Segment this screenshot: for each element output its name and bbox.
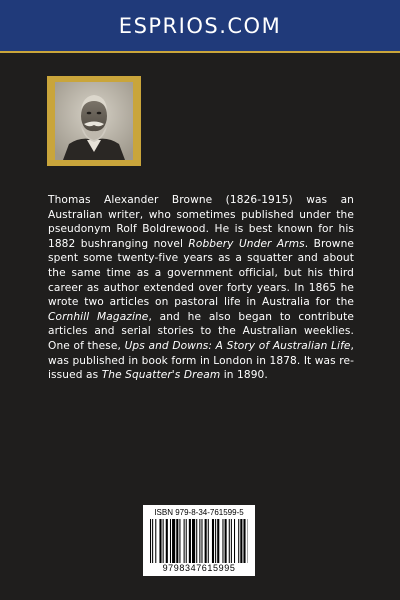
barcode-bar	[184, 519, 185, 563]
barcode-bar	[229, 519, 230, 563]
barcode-box	[143, 505, 255, 576]
barcode-bar	[163, 519, 164, 563]
portrait-frame	[47, 76, 141, 166]
barcode-bar	[238, 519, 239, 563]
barcode-bar	[192, 519, 195, 563]
barcode-bar	[222, 519, 223, 563]
barcode-bars	[150, 519, 248, 563]
barcode-bar	[199, 519, 200, 563]
author-biography: Thomas Alexander Browne (1826-1915) was an Australian writer, who sometimes published under the pseudonym Rolf Boldrewood. He is best known for his 1882 bushranging novel Robbery Under Arms. Browne spent some twenty-five years as a squatter and about the same time as a government official, but his third career as author extended over forty years. In 1865 he wrote two articles on pastoral life in Australia for the Cornhill Magazine, and he also began to contribute articles and serial stories to the Australian weeklies. One of these, Ups and Downs: A Story of Australian Life, was published in book form in London in 1878. It was re-issued as The Squatter's Dream in 1890.	[48, 194, 354, 382]
barcode-bar	[196, 519, 197, 563]
barcode-bar	[208, 519, 209, 563]
barcode-bar	[176, 519, 178, 563]
barcode-bar	[152, 519, 153, 563]
barcode-bar	[186, 519, 187, 563]
barcode-bar	[189, 519, 191, 563]
book-title-ups-and-downs: Ups and Downs: A Story of Australian Life	[124, 339, 351, 352]
barcode-bar	[172, 519, 175, 563]
barcode-bar	[217, 519, 219, 563]
header-banner	[0, 0, 400, 53]
magazine-title-cornhill: Cornhill Magazine	[48, 310, 149, 323]
barcode-bar	[234, 519, 235, 563]
barcode-bar	[205, 519, 207, 563]
barcode-bar	[240, 519, 242, 563]
isbn-label: ISBN 979-8-34-761599-5	[154, 508, 244, 517]
book-title-robbery-under-arms: Robbery Under Arms	[188, 237, 305, 250]
author-portrait	[55, 82, 133, 160]
barcode-bar	[212, 519, 214, 563]
barcode-bar	[215, 519, 216, 563]
book-title-squatters-dream: The Squatter's Dream	[101, 369, 221, 382]
barcode-bar	[159, 519, 161, 563]
barcode-bar	[166, 519, 168, 563]
barcode-bar	[243, 519, 245, 563]
barcode-bar	[225, 519, 227, 563]
publisher-title: ESPRIOS.COM	[118, 14, 282, 38]
barcode-bar	[179, 519, 180, 563]
barcode-bar	[155, 519, 156, 563]
barcode-bar	[231, 519, 232, 563]
barcode-bar	[170, 519, 171, 563]
barcode-bar	[201, 519, 202, 563]
barcode-digits: 9798347615995	[162, 563, 236, 573]
barcode-bar	[150, 519, 151, 563]
